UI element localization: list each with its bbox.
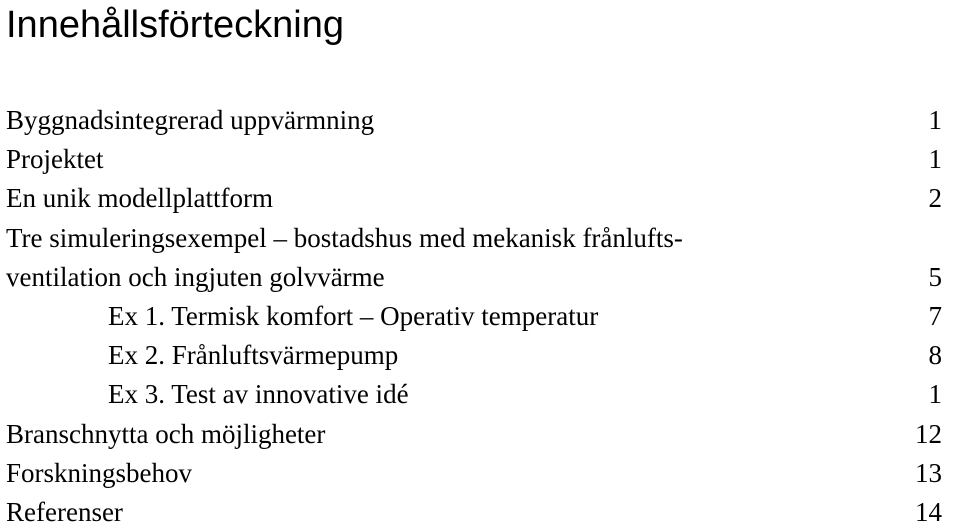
toc-subentry[interactable]: [0, 297, 960, 336]
toc-entry-page: 5: [928, 261, 942, 292]
toc-entry-page: 14: [915, 496, 942, 527]
toc-entry-page: 1: [928, 104, 942, 135]
toc-entry-title: Byggnadsintegrerad uppvärmning: [6, 105, 375, 135]
toc-subentry[interactable]: [0, 336, 960, 375]
toc-entry-page: 7: [928, 300, 942, 331]
toc-entry-title: En unik modellplattform: [6, 183, 273, 214]
toc-entry-page: 8: [928, 340, 942, 371]
toc-entry-title: Ex 1. Termisk komfort – Operativ temperatur: [108, 300, 599, 331]
toc-entry-title: Projektet: [6, 144, 104, 175]
toc-entry[interactable]: [0, 415, 960, 454]
toc-entry-page: 12: [915, 418, 942, 449]
toc-entry-title: Ex 2. Frånluftsvärmepump: [108, 340, 399, 371]
toc-entry-title: Forskningsbehov: [6, 457, 193, 488]
toc-entry-page: 1: [928, 144, 942, 175]
table-of-contents: [0, 101, 960, 532]
toc-entry-title: Branschnytta och möjligheter: [6, 418, 326, 449]
toc-entry[interactable]: [0, 179, 960, 218]
toc-entry[interactable]: [0, 140, 960, 179]
toc-entry-page: 1: [928, 379, 942, 410]
toc-entry-title: [6, 219, 886, 297]
toc-entry[interactable]: [0, 454, 960, 493]
toc-entry-title: Referenser: [6, 496, 123, 527]
toc-entry[interactable]: [0, 219, 960, 297]
toc-entry[interactable]: [0, 101, 960, 140]
toc-subentry[interactable]: [0, 375, 960, 414]
toc-entry-page: 2: [928, 183, 942, 214]
toc-entry-page: 13: [915, 457, 942, 488]
toc-entry-title: Ex 3. Test av innovative idé: [108, 379, 409, 410]
toc-entry-title-line: ventilation och ingjuten golvvärme: [6, 261, 385, 292]
toc-entry[interactable]: [0, 493, 960, 532]
toc-entry-title-line: Tre simuleringsexempel – bostadshus med mekanisk frånlufts-: [6, 222, 683, 253]
toc-heading: Innehållsförteckning: [6, 4, 344, 46]
